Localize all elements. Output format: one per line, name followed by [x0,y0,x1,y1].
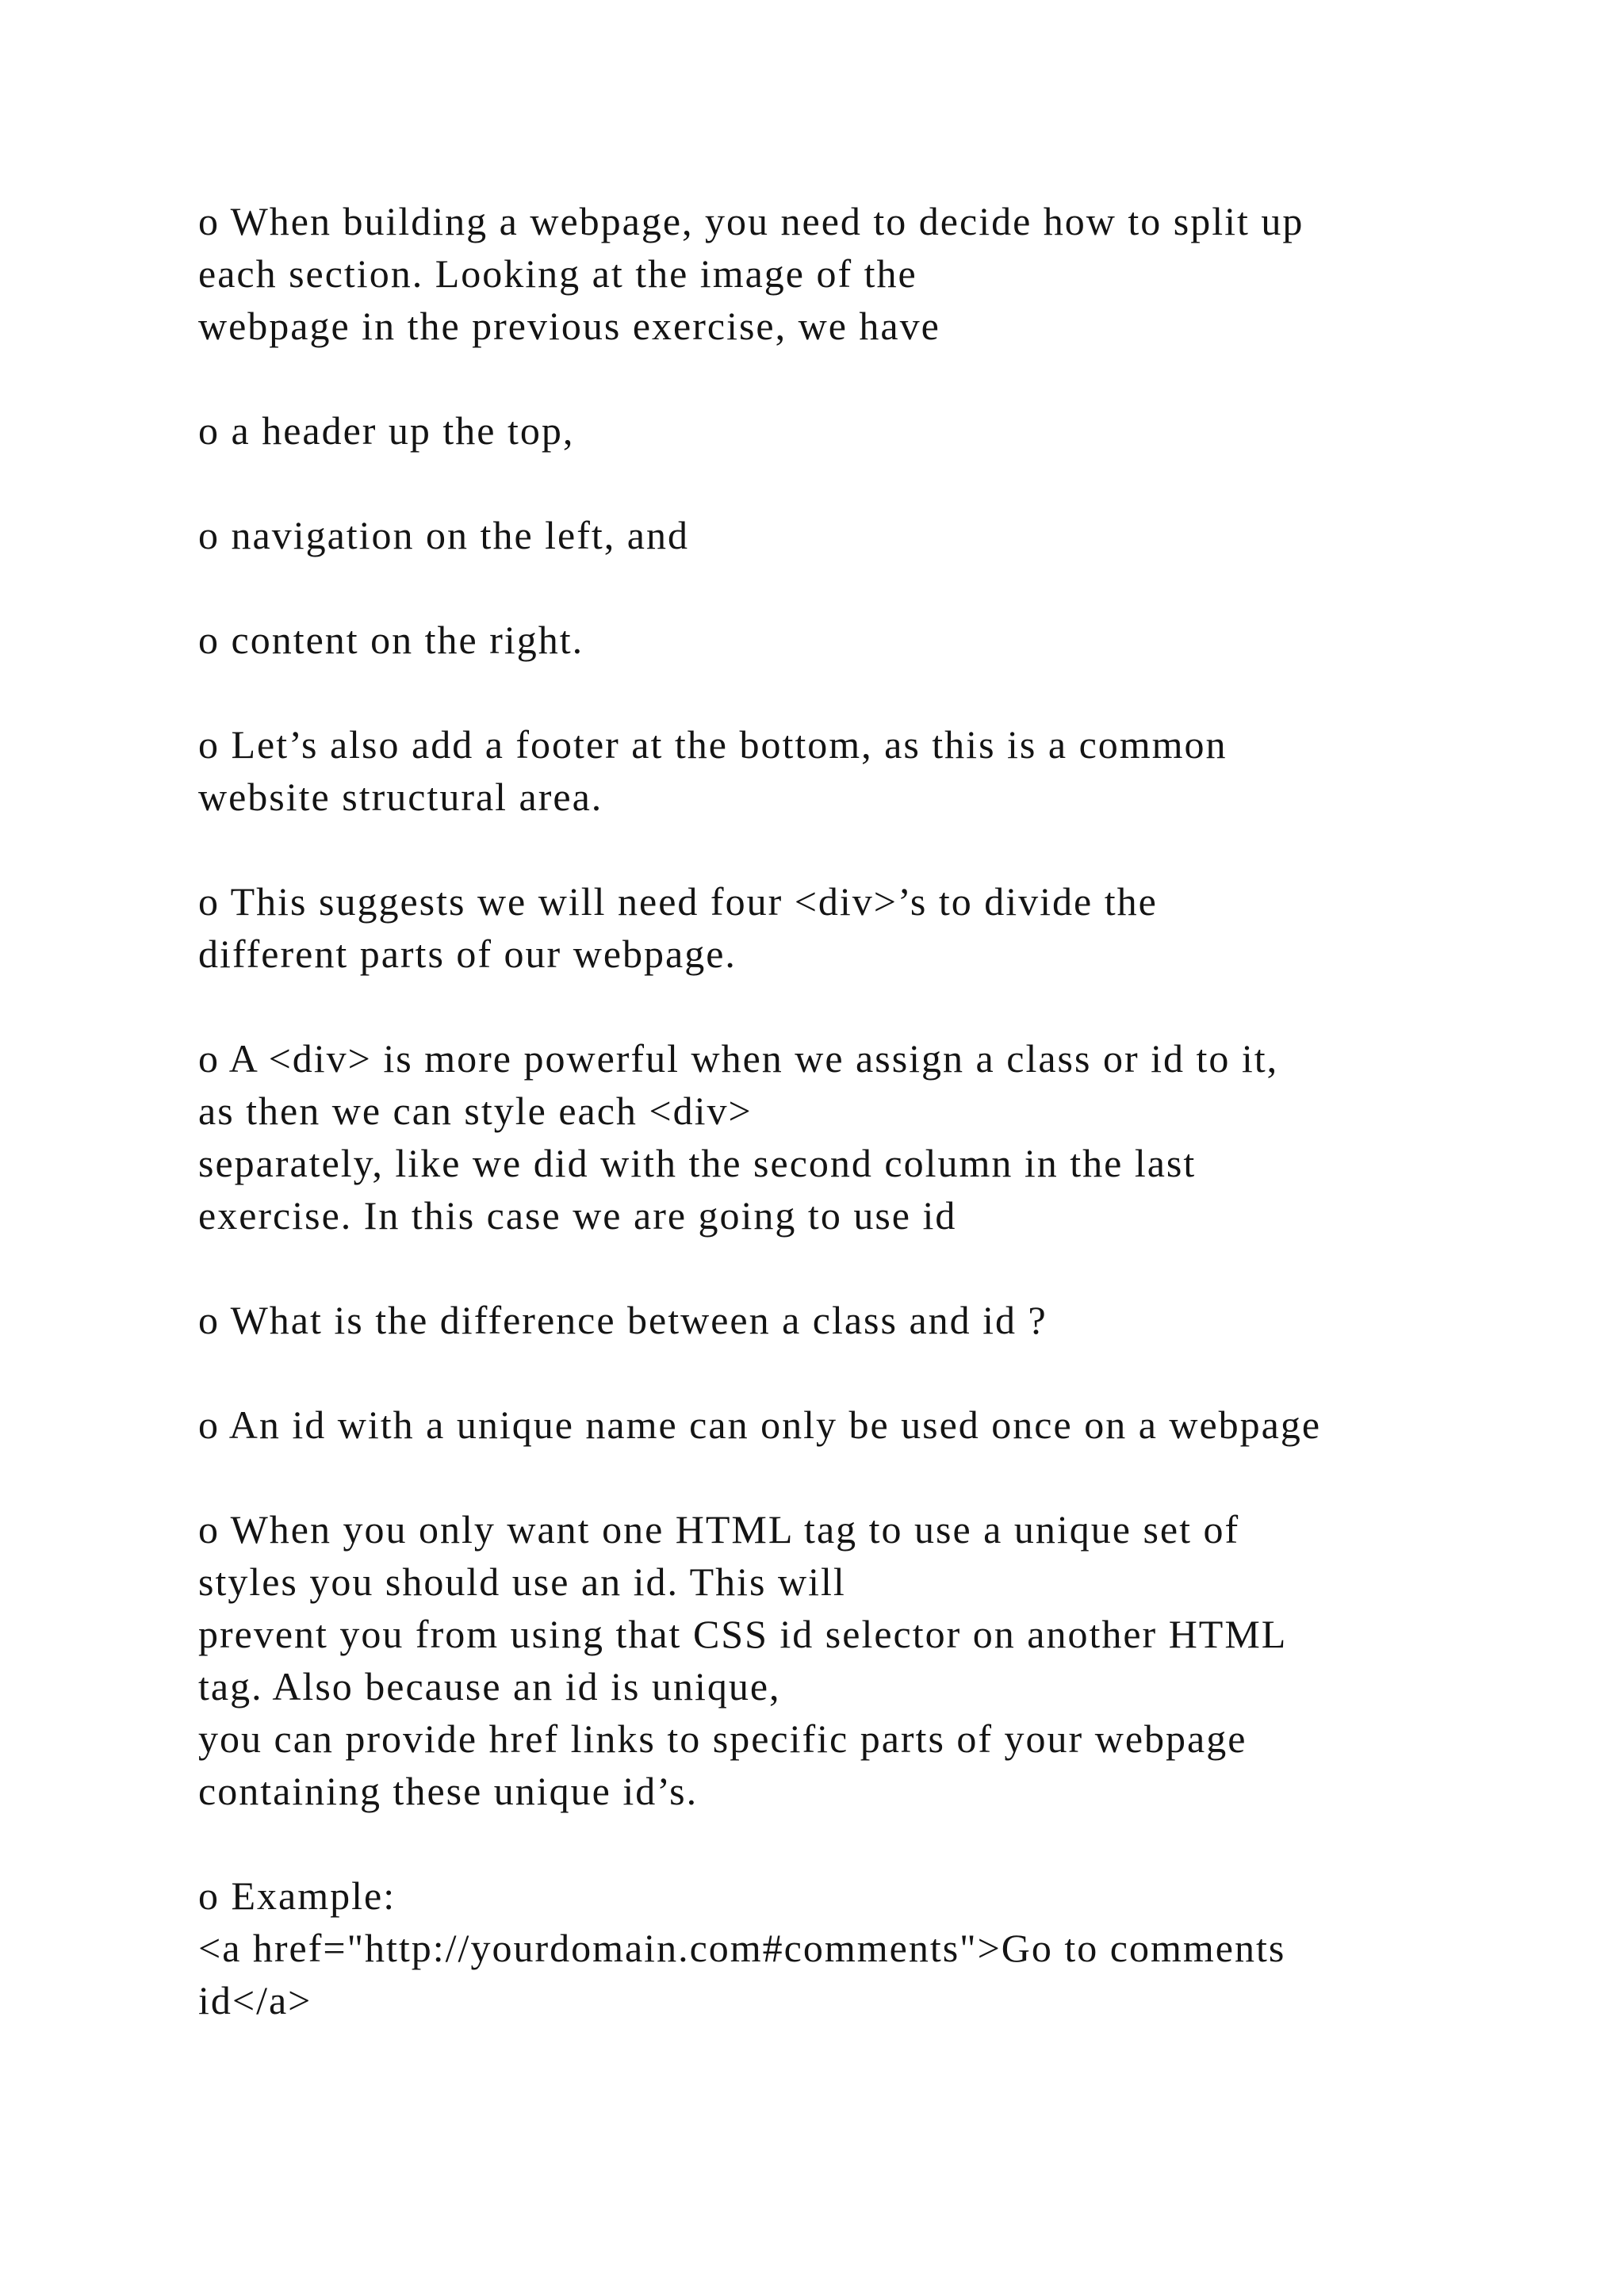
paragraph-div-class-id [198,1032,1530,1242]
bullet-navigation [198,509,1530,561]
paragraph-splitting-sections [198,195,1530,352]
bullet-footer [198,718,1530,823]
text-line: containing these unique id’s. [198,1769,699,1813]
paragraph-four-divs [198,875,1530,980]
text-line: exercise. In this case we are going to use id [198,1193,957,1238]
code-example-line: id</a> [198,1978,312,2022]
text-line: tag. Also because an id is unique, [198,1664,781,1709]
text-line: different parts of our webpage. [198,932,737,976]
paragraph-question [198,1294,1530,1346]
text-line: as then we can style each <div> [198,1089,753,1133]
text-line: prevent you from using that CSS id selector on another HTML [198,1612,1288,1656]
paragraph-when-to-use-id [198,1503,1530,1817]
text-line: o a header up the top, [198,408,575,453]
bullet-header [198,404,1530,457]
paragraph-unique-id [198,1399,1530,1451]
text-line: o An id with a unique name can only be used once on a webpage [198,1402,1322,1447]
text-line: o What is the difference between a class and id ? [198,1298,1048,1342]
code-example-line: <a href="http://yourdomain.com#comments">Go to comments [198,1926,1286,1970]
text-line: each section. Looking at the image of the [198,251,917,296]
text-line: styles you should use an id. This will [198,1559,846,1604]
text-line: o When you only want one HTML tag to use a unique set of [198,1507,1240,1552]
text-line: webpage in the previous exercise, we have [198,304,940,348]
paragraph-example [198,1869,1530,2026]
text-line: separately, like we did with the second column in the last [198,1141,1197,1185]
text-line: website structural area. [198,775,603,819]
text-line: o Example: [198,1873,396,1918]
bullet-content [198,614,1530,666]
text-line: o This suggests we will need four <div>’s to divide the [198,879,1158,924]
text-line: o navigation on the left, and [198,513,689,557]
text-line: you can provide href links to specific parts of your webpage [198,1716,1247,1761]
text-line: o content on the right. [198,618,584,662]
text-line: o Let’s also add a footer at the bottom, as this is a common [198,722,1228,767]
document-body [198,195,1530,2026]
text-line: o A <div> is more powerful when we assign a class or id to it, [198,1036,1279,1081]
text-line: o When building a webpage, you need to decide how to split up [198,199,1304,243]
